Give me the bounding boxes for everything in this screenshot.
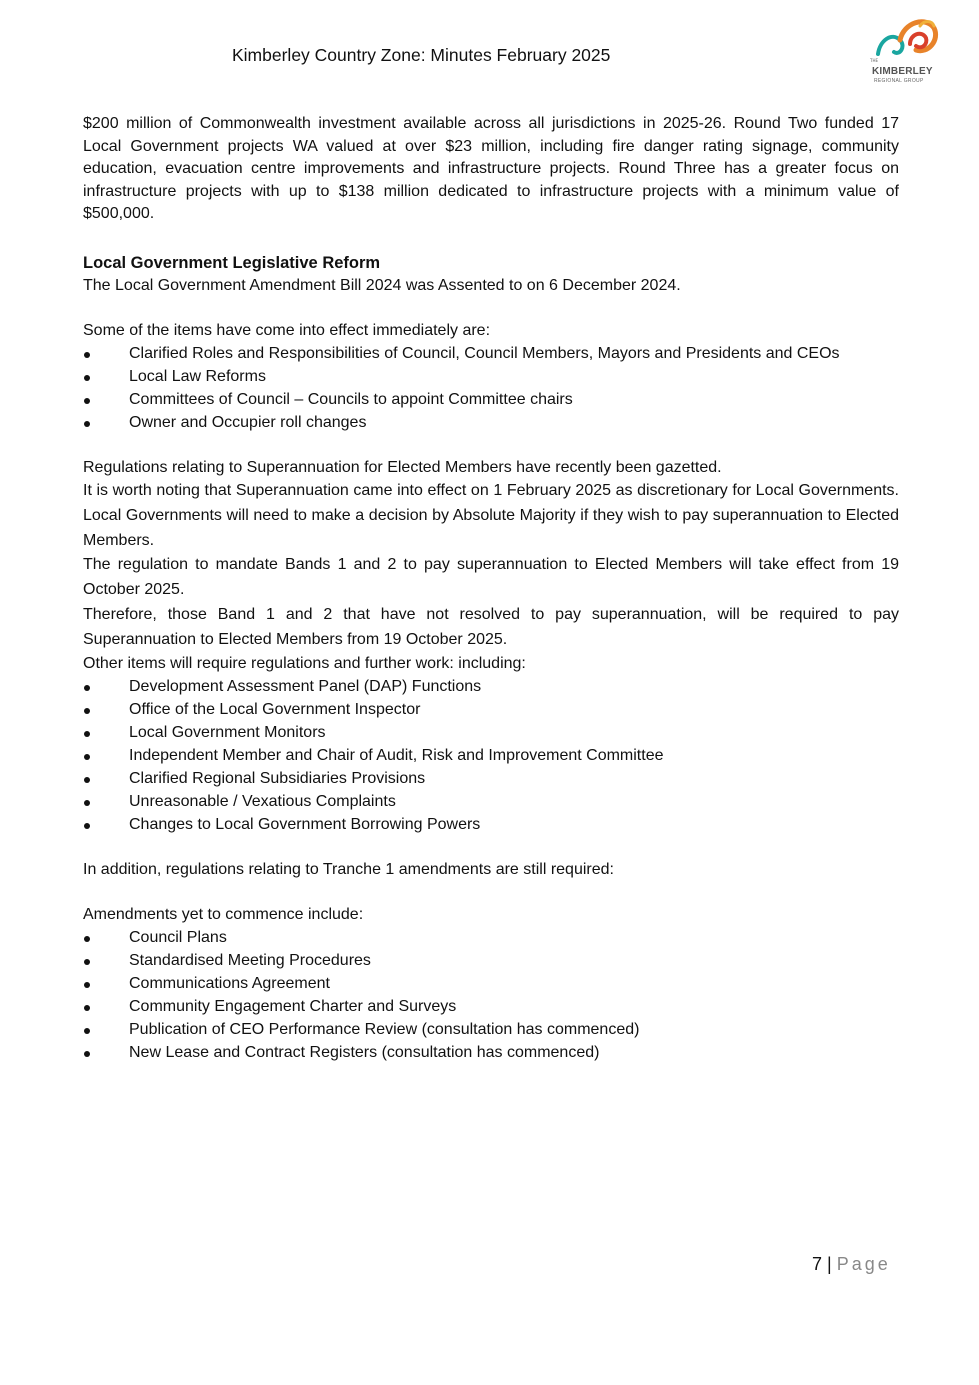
bullet-icon — [84, 352, 90, 358]
bullet-icon — [84, 708, 90, 714]
yet-to-commence-intro: Amendments yet to commence include: — [83, 905, 364, 923]
list-item: Owner and Occupier roll changes — [83, 411, 899, 434]
page-word: Page — [836, 1254, 891, 1274]
page-number-separator: | — [827, 1254, 832, 1274]
list-item: Unreasonable / Vexatious Complaints — [83, 790, 899, 813]
bullet-icon — [84, 1028, 90, 1034]
list-item: Development Assessment Panel (DAP) Functions — [83, 675, 899, 698]
immediate-items-list — [83, 342, 899, 434]
list-item: Independent Member and Chair of Audit, Risk and Improvement Committee — [83, 744, 899, 767]
logo-wordmark: KIMBERLEY — [872, 66, 933, 77]
list-item: Communications Agreement — [83, 972, 899, 995]
bullet-icon — [84, 421, 90, 427]
superannuation-gazetted: Regulations relating to Superannuation for Elected Members have recently been gazetted. — [83, 458, 722, 476]
bullet-icon — [84, 777, 90, 783]
page-number — [812, 1254, 891, 1275]
tranche-text: In addition, regulations relating to Tranche 1 amendments are still required: — [83, 860, 614, 878]
logo-swirl-icon — [870, 10, 940, 66]
kimberley-regional-group-logo — [870, 10, 940, 90]
bullet-icon — [84, 936, 90, 942]
list-item: Clarified Roles and Responsibilities of Council, Council Members, Mayors and Presidents and CEOs — [83, 342, 899, 365]
logo-prefix: THE — [870, 58, 878, 63]
list-item: New Lease and Contract Registers (consultation has commenced) — [83, 1041, 899, 1064]
bullet-icon — [84, 800, 90, 806]
bullet-icon — [84, 823, 90, 829]
list-item: Clarified Regional Subsidiaries Provisions — [83, 767, 899, 790]
list-item: Local Law Reforms — [83, 365, 899, 388]
list-item: Local Government Monitors — [83, 721, 899, 744]
yet-to-commence-list — [83, 926, 899, 1064]
list-item: Office of the Local Government Inspector — [83, 698, 899, 721]
bullet-icon — [84, 1005, 90, 1011]
bullet-icon — [84, 731, 90, 737]
other-items-list — [83, 675, 899, 836]
list-item: Committees of Council – Councils to appoint Committee chairs — [83, 388, 899, 411]
page-number-value: 7 — [812, 1254, 823, 1274]
list-item: Council Plans — [83, 926, 899, 949]
superannuation-mandate: The regulation to mandate Bands 1 and 2 to pay superannuation to Elected Members will take effect from 19 October 2025. — [83, 556, 899, 599]
page-header-title: Kimberley Country Zone: Minutes February 2025 — [232, 45, 611, 65]
bullet-icon — [84, 685, 90, 691]
bullet-icon — [84, 1051, 90, 1057]
assent-text: The Local Government Amendment Bill 2024 was Assented to on 6 December 2024. — [83, 276, 681, 294]
bullet-icon — [84, 959, 90, 965]
section-heading: Local Government Legislative Reform — [83, 253, 381, 272]
superannuation-therefore: Therefore, those Band 1 and 2 that have not resolved to pay superannuation, will be required to pay Superannuation to Elected Members from 19 October 2025. — [83, 605, 899, 648]
list-item: Standardised Meeting Procedures — [83, 949, 899, 972]
bullet-icon — [84, 754, 90, 760]
bullet-icon — [84, 982, 90, 988]
other-items-intro: Other items will require regulations and further work: including: — [83, 654, 526, 672]
list-item: Publication of CEO Performance Review (consultation has commenced) — [83, 1018, 899, 1041]
immediate-items-intro: Some of the items have come into effect immediately are: — [83, 321, 491, 339]
logo-subtitle: REGIONAL GROUP — [874, 78, 924, 84]
intro-paragraph: $200 million of Commonwealth investment available across all jurisdictions in 2025-26. Round Two funded 17 Local Government projects WA valued at over $23 million, including fire danger rating signage, community education, evacuation centre improvements and infrastructure projects. Round Three has a greater focus on infrastructure projects with up to $138 million dedicated to infrastructure projects with a minimum value of $500,000. — [83, 115, 899, 222]
list-item: Community Engagement Charter and Surveys — [83, 995, 899, 1018]
document-body — [83, 113, 899, 1064]
list-item: Changes to Local Government Borrowing Powers — [83, 813, 899, 836]
bullet-icon — [84, 375, 90, 381]
bullet-icon — [84, 398, 90, 404]
superannuation-discretionary: It is worth noting that Superannuation came into effect on 1 February 2025 as discretionary for Local Governments. Local Governments will need to make a decision by Absolute Majority if they wish to pay superannuation to Elected Members. — [83, 482, 899, 549]
